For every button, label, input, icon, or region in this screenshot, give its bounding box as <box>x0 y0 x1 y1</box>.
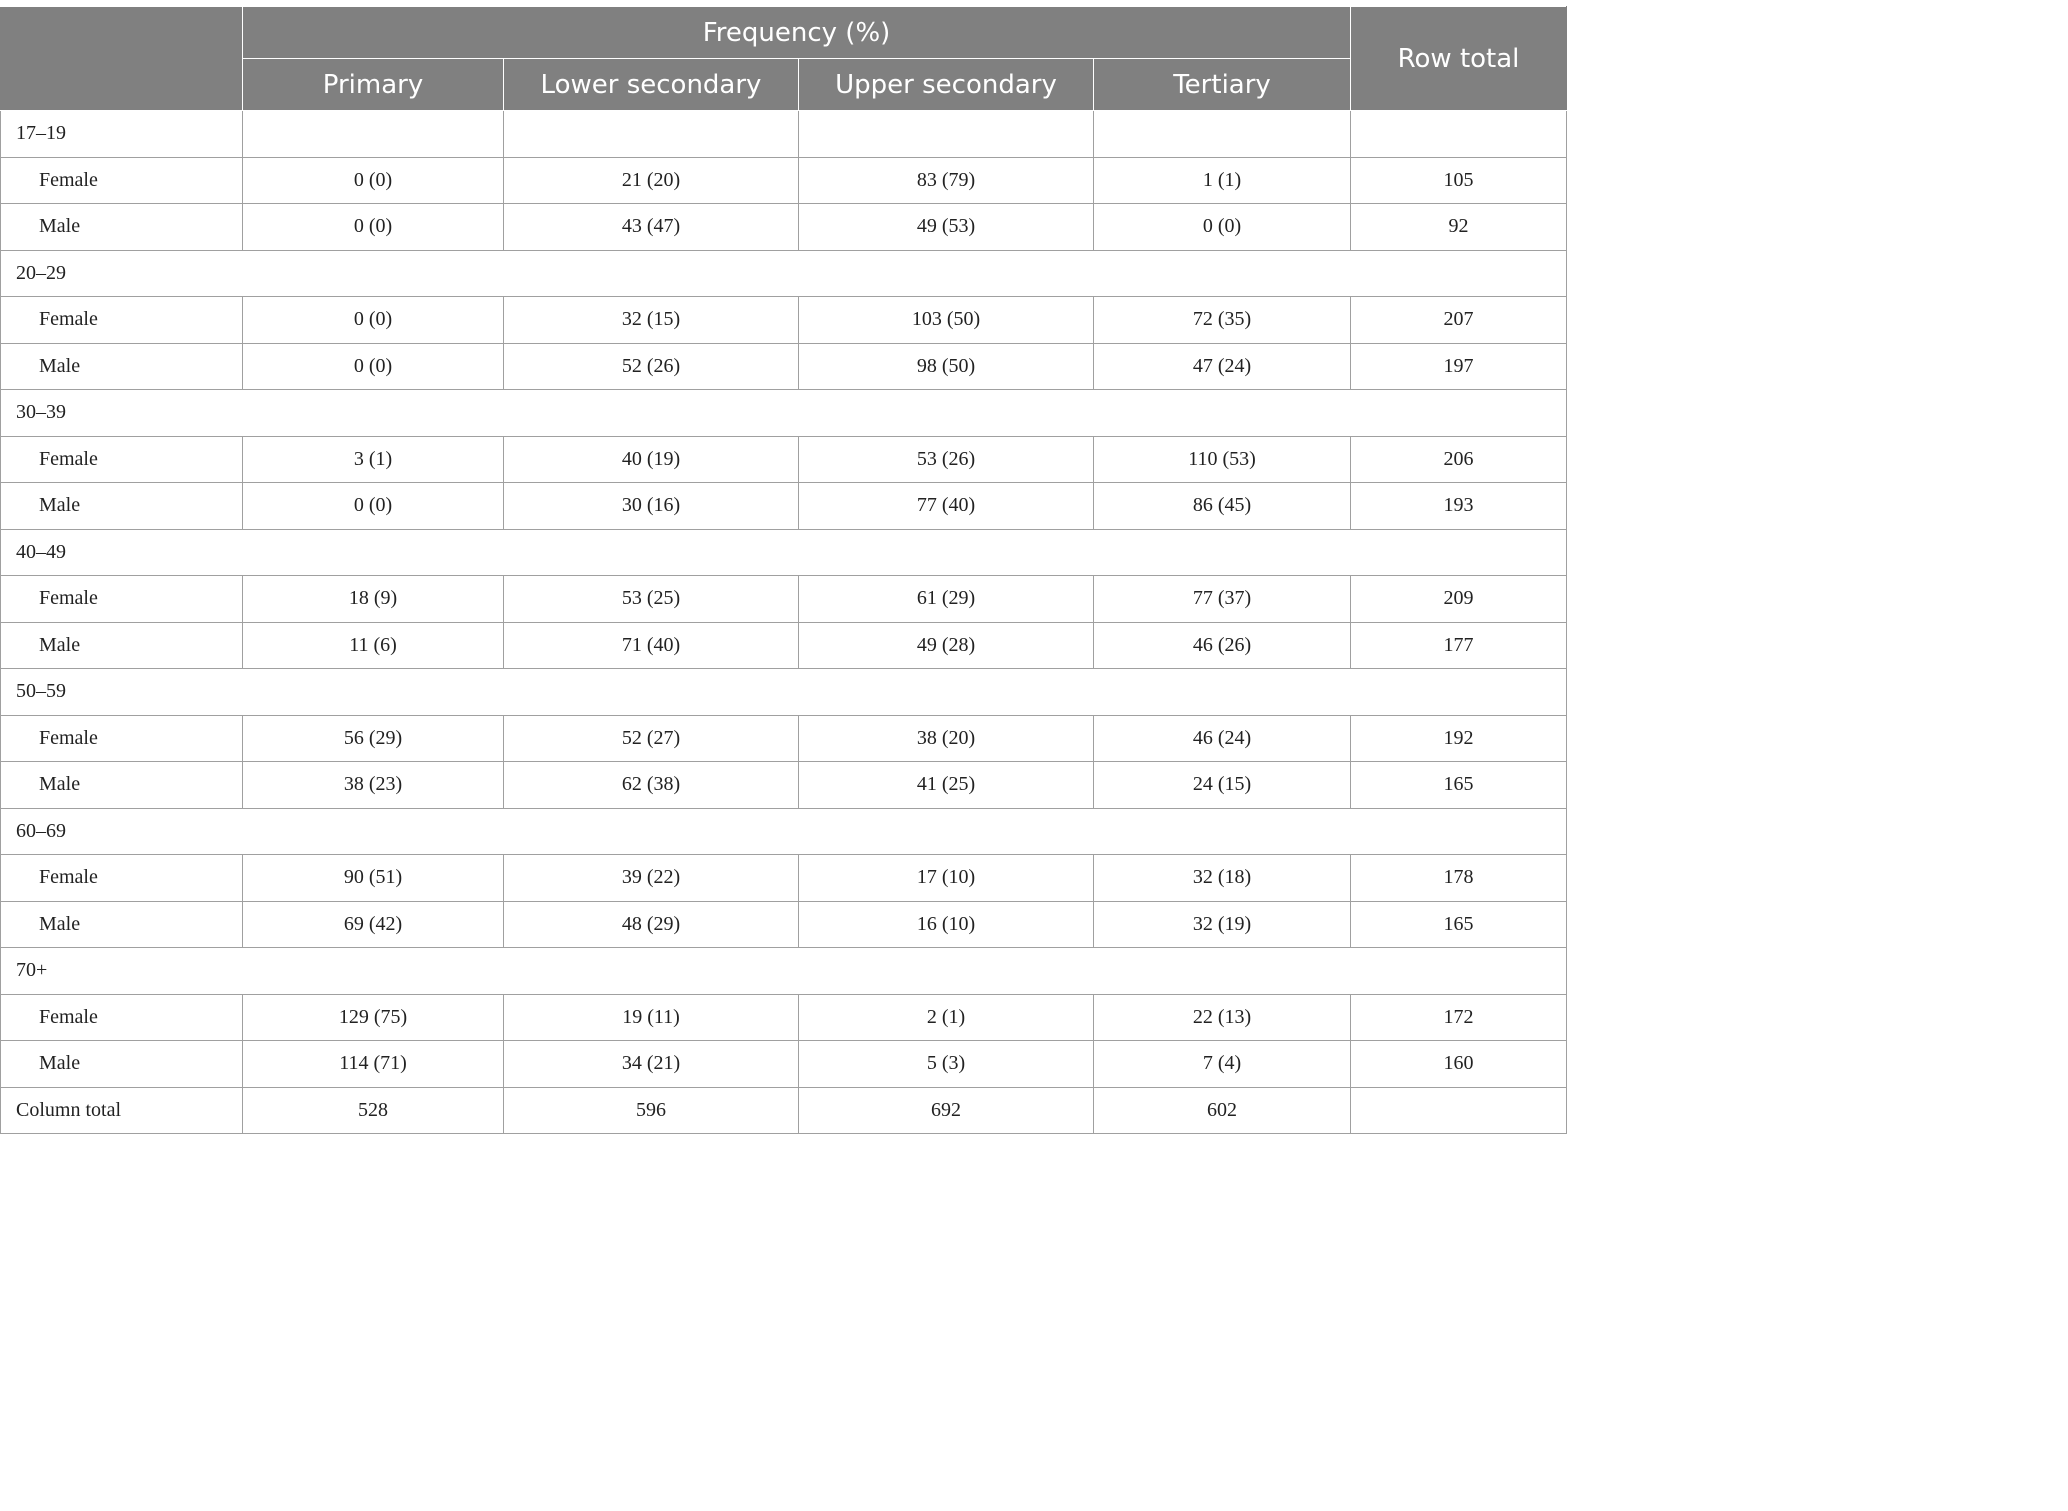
sex-label: Female <box>1 715 243 762</box>
age-group-row <box>1 669 1567 716</box>
row-total-cell: 177 <box>1351 622 1567 669</box>
table-cell: 129 (75) <box>243 994 504 1041</box>
table-row <box>1 715 1567 762</box>
table-row <box>1 994 1567 1041</box>
header-col-lower-secondary: Lower secondary <box>504 59 799 111</box>
table-cell <box>243 111 504 158</box>
table-cell: 72 (35) <box>1094 297 1351 344</box>
row-total-cell: 165 <box>1351 762 1567 809</box>
age-group-row <box>1 250 1567 297</box>
table-cell: 11 (6) <box>243 622 504 669</box>
column-total-grand-cell <box>1351 1087 1567 1134</box>
table-cell: 56 (29) <box>243 715 504 762</box>
sex-label: Male <box>1 901 243 948</box>
column-total-cell: 528 <box>243 1087 504 1134</box>
row-total-cell: 178 <box>1351 855 1567 902</box>
table-row <box>1 855 1567 902</box>
age-group-row <box>1 111 1567 158</box>
age-group-label: 70+ <box>1 948 1567 995</box>
table-header <box>1 7 1567 111</box>
table-row <box>1 576 1567 623</box>
age-group-row <box>1 948 1567 995</box>
table-cell: 41 (25) <box>799 762 1094 809</box>
row-total-cell: 92 <box>1351 204 1567 251</box>
age-group-label: 60–69 <box>1 808 1567 855</box>
sex-label: Male <box>1 204 243 251</box>
table-cell: 52 (27) <box>504 715 799 762</box>
table-cell: 0 (0) <box>243 157 504 204</box>
table-cell: 24 (15) <box>1094 762 1351 809</box>
table-row <box>1 436 1567 483</box>
table-row <box>1 762 1567 809</box>
table-cell: 83 (79) <box>799 157 1094 204</box>
header-row-top <box>1 7 1567 59</box>
table-cell: 0 (0) <box>1094 204 1351 251</box>
column-total-cell: 596 <box>504 1087 799 1134</box>
table-cell: 38 (23) <box>243 762 504 809</box>
table-cell: 16 (10) <box>799 901 1094 948</box>
row-total-cell: 105 <box>1351 157 1567 204</box>
row-total-cell: 209 <box>1351 576 1567 623</box>
table-cell <box>1094 111 1351 158</box>
row-total-cell: 193 <box>1351 483 1567 530</box>
column-total-cell: 692 <box>799 1087 1094 1134</box>
table-cell: 17 (10) <box>799 855 1094 902</box>
table-cell: 49 (53) <box>799 204 1094 251</box>
sex-label: Male <box>1 343 243 390</box>
table-cell: 86 (45) <box>1094 483 1351 530</box>
age-group-label: 50–59 <box>1 669 1567 716</box>
table-cell: 77 (37) <box>1094 576 1351 623</box>
table-cell: 46 (24) <box>1094 715 1351 762</box>
table-cell: 21 (20) <box>504 157 799 204</box>
header-col-tertiary: Tertiary <box>1094 59 1351 111</box>
table-row <box>1 1041 1567 1088</box>
row-total-cell: 192 <box>1351 715 1567 762</box>
table-cell: 77 (40) <box>799 483 1094 530</box>
table-cell: 18 (9) <box>243 576 504 623</box>
table-cell <box>799 111 1094 158</box>
table-cell: 48 (29) <box>504 901 799 948</box>
table-cell: 53 (25) <box>504 576 799 623</box>
table-cell: 0 (0) <box>243 297 504 344</box>
header-blank-cell <box>1 7 243 111</box>
header-row-total: Row total <box>1351 7 1567 111</box>
table-cell: 103 (50) <box>799 297 1094 344</box>
table-row <box>1 157 1567 204</box>
column-total-label: Column total <box>1 1087 243 1134</box>
table-cell <box>504 111 799 158</box>
row-total-cell: 197 <box>1351 343 1567 390</box>
header-frequency: Frequency (%) <box>243 7 1351 59</box>
table-row <box>1 622 1567 669</box>
table-cell: 19 (11) <box>504 994 799 1041</box>
table-cell: 69 (42) <box>243 901 504 948</box>
table-cell: 22 (13) <box>1094 994 1351 1041</box>
table-cell: 98 (50) <box>799 343 1094 390</box>
row-total-cell: 160 <box>1351 1041 1567 1088</box>
table-cell: 46 (26) <box>1094 622 1351 669</box>
table-cell: 43 (47) <box>504 204 799 251</box>
table-row <box>1 901 1567 948</box>
sex-label: Male <box>1 762 243 809</box>
table-cell: 62 (38) <box>504 762 799 809</box>
sex-label: Female <box>1 855 243 902</box>
table-cell: 71 (40) <box>504 622 799 669</box>
table-row <box>1 343 1567 390</box>
table-cell: 0 (0) <box>243 343 504 390</box>
table-cell: 114 (71) <box>243 1041 504 1088</box>
table-cell: 32 (19) <box>1094 901 1351 948</box>
sex-label: Male <box>1 483 243 530</box>
column-total-row <box>1 1087 1567 1134</box>
education-frequency-table <box>0 6 1567 1134</box>
table-cell: 30 (16) <box>504 483 799 530</box>
table-cell: 1 (1) <box>1094 157 1351 204</box>
sex-label: Male <box>1 622 243 669</box>
age-group-label: 40–49 <box>1 529 1567 576</box>
table-row <box>1 204 1567 251</box>
table-cell: 40 (19) <box>504 436 799 483</box>
age-group-row <box>1 808 1567 855</box>
table-row <box>1 297 1567 344</box>
table-cell: 61 (29) <box>799 576 1094 623</box>
age-group-label: 20–29 <box>1 250 1567 297</box>
table-cell: 0 (0) <box>243 483 504 530</box>
sex-label: Female <box>1 994 243 1041</box>
age-group-row <box>1 390 1567 437</box>
table-cell: 39 (22) <box>504 855 799 902</box>
sex-label: Female <box>1 436 243 483</box>
table-cell: 5 (3) <box>799 1041 1094 1088</box>
age-group-row <box>1 529 1567 576</box>
sex-label: Male <box>1 1041 243 1088</box>
sex-label: Female <box>1 297 243 344</box>
row-total-cell: 172 <box>1351 994 1567 1041</box>
table-cell: 0 (0) <box>243 204 504 251</box>
table-cell: 47 (24) <box>1094 343 1351 390</box>
table-row <box>1 483 1567 530</box>
table-cell: 90 (51) <box>243 855 504 902</box>
education-frequency-table-wrapper <box>0 6 1566 1134</box>
table-body <box>1 111 1567 1134</box>
age-group-label: 17–19 <box>1 111 243 158</box>
table-cell: 49 (28) <box>799 622 1094 669</box>
table-cell: 32 (18) <box>1094 855 1351 902</box>
row-total-cell: 206 <box>1351 436 1567 483</box>
table-cell: 32 (15) <box>504 297 799 344</box>
table-cell: 7 (4) <box>1094 1041 1351 1088</box>
header-col-primary: Primary <box>243 59 504 111</box>
table-cell: 110 (53) <box>1094 436 1351 483</box>
table-cell: 38 (20) <box>799 715 1094 762</box>
table-cell: 52 (26) <box>504 343 799 390</box>
table-cell: 53 (26) <box>799 436 1094 483</box>
sex-label: Female <box>1 157 243 204</box>
table-cell: 3 (1) <box>243 436 504 483</box>
header-col-upper-secondary: Upper secondary <box>799 59 1094 111</box>
column-total-cell: 602 <box>1094 1087 1351 1134</box>
table-cell: 34 (21) <box>504 1041 799 1088</box>
table-cell: 2 (1) <box>799 994 1094 1041</box>
age-group-label: 30–39 <box>1 390 1567 437</box>
row-total-cell: 165 <box>1351 901 1567 948</box>
table-cell <box>1351 111 1567 158</box>
sex-label: Female <box>1 576 243 623</box>
row-total-cell: 207 <box>1351 297 1567 344</box>
